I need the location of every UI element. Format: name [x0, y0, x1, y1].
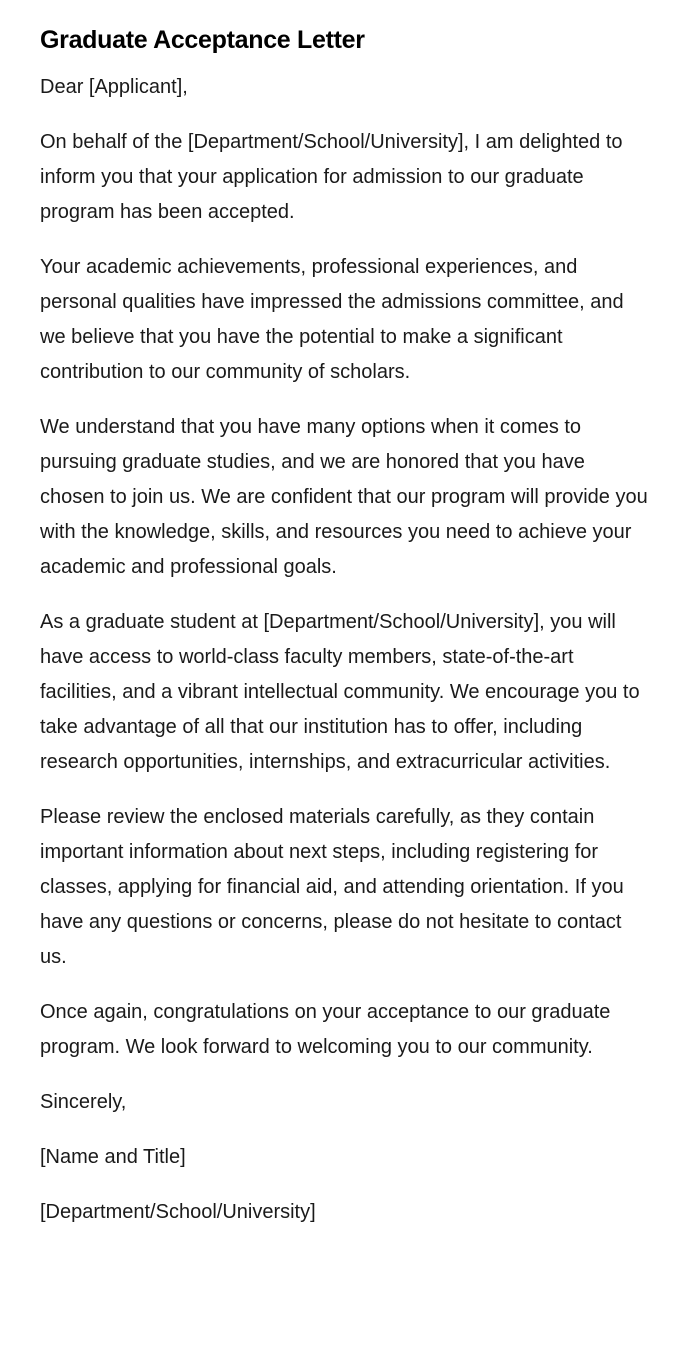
body-paragraph-4: As a graduate student at [Department/School/University], you will have access to world-class faculty members, state-of-the-art facilities, and a vibrant intellectual community. We encourage you to take advantage of all that our institution has to offer, including research opportunities, internships, and extracurricular activities. — [40, 611, 640, 773]
signature-name: [Name and Title] — [40, 1146, 186, 1168]
body-paragraph-6: Once again, congratulations on your acceptance to our graduate program. We look forward to welcoming you to our community. — [40, 1001, 611, 1058]
closing: Sincerely, — [40, 1091, 127, 1113]
letter-title: Graduate Acceptance Letter — [40, 26, 365, 54]
body-paragraph-5: Please review the enclosed materials carefully, as they contain important information about next steps, including registering for classes, applying for financial aid, and attending orientation. If you have any questions or concerns, please do not hesitate to contact us. — [40, 806, 624, 968]
salutation: Dear [Applicant], — [40, 76, 188, 98]
letter-document — [40, 22, 650, 1250]
body-paragraph-1: On behalf of the [Department/School/University], I am delighted to inform you that your application for admission to our graduate program has been accepted. — [40, 131, 623, 223]
body-paragraph-2: Your academic achievements, professional experiences, and personal qualities have impressed the admissions committee, and we believe that you have the potential to make a significant contribution to our community of scholars. — [40, 256, 624, 383]
body-paragraph-3: We understand that you have many options when it comes to pursuing graduate studies, and we are honored that you have chosen to join us. We are confident that our program will provide you with the knowledge, skills, and resources you need to achieve your academic and professional goals. — [40, 416, 648, 578]
signature-organization: [Department/School/University] — [40, 1201, 316, 1223]
